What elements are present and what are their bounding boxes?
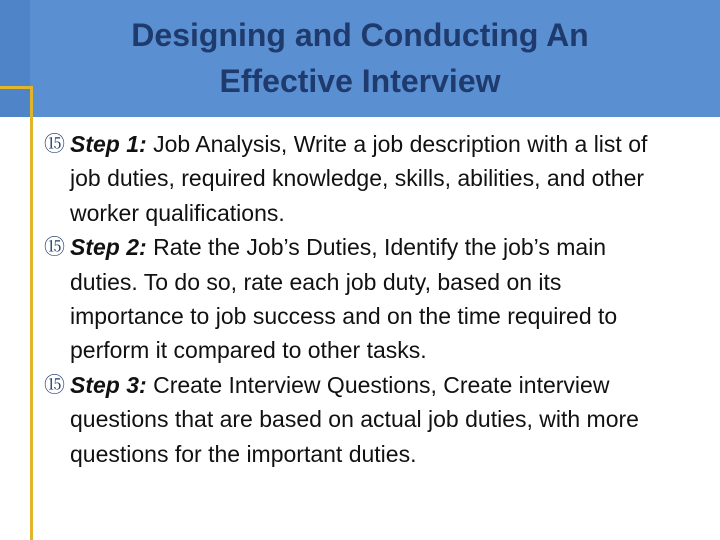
step-label: Step 2:	[70, 234, 147, 261]
gold-rule-vertical	[30, 86, 33, 540]
step-item-2	[44, 230, 674, 368]
bullet-icon: ⑮	[44, 235, 65, 260]
slide-title-line-1: Designing and Conducting An	[131, 17, 589, 53]
step-text: Rate the Job’s Duties, Identify the job’s main duties. To do so, rate each job duty, based on its importance to job success and on the time required to perform it compared to other tasks.	[70, 234, 618, 364]
bullet-icon: ⑮	[44, 132, 65, 156]
step-text: Job Analysis, Write a job description with a list of job duties, required knowledge, skills, abilities, and other worker qualifications.	[70, 131, 648, 226]
step-item-3	[44, 368, 674, 471]
step-label: Step 1:	[70, 131, 147, 157]
gold-rule-horizontal	[0, 86, 33, 89]
slide-title-line-2: Effective Interview	[219, 63, 501, 99]
slide-title	[0, 12, 720, 104]
step-item-1	[44, 127, 674, 230]
step-text: Create Interview Questions, Create interview questions that are based on actual job duties, with more questions for the important duties.	[70, 371, 639, 467]
bullet-icon: ⑮	[44, 372, 65, 397]
step-list	[44, 127, 674, 471]
step-label: Step 3:	[70, 371, 147, 398]
